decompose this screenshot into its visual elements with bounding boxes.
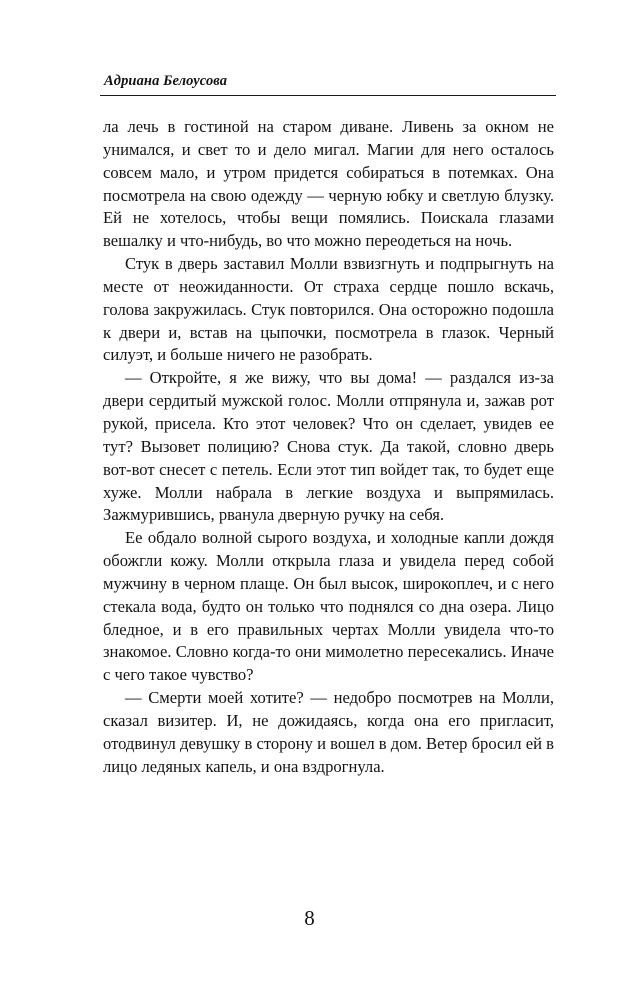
author-name: Адриана Белоусова (104, 73, 228, 89)
paragraph-2: Стук в дверь заставил Молли взвизгнуть и подпрыгнуть на месте от неожиданности. От страха сердце пошло вскачь, голова закружилась. Стук повторился. Она осторожно подошла к двери и, встав на цыпочки, посмотрела в глазок. Черный силуэт, и больше ничего не разобрать. (103, 254, 554, 365)
paragraph-5: — Смерти моей хотите? — недобро посмотрев на Молли, сказал визитер. И, не дожидаясь, когда она его пригласит, отодвинул девушку в сторону и вошел в дом. Ветер бросил ей в лицо ледяных капель, и она вздрогнула. (103, 688, 554, 776)
header-rule (100, 95, 556, 96)
paragraph-1: ла лечь в гостиной на старом диване. Ливень за окном не унимался, и свет то и дело мигал. Магии для него осталось совсем мало, и утром придется собираться в потемках. Она посмотрела на свою одежду — черную юбку и светлую блузку. Ей не хотелось, чтобы вещи помялись. Поискала глазами вешалку и что-нибудь, во что можно переодеться на ночь. (103, 117, 554, 251)
body-text (103, 116, 554, 778)
running-header (100, 72, 556, 96)
page-number: 8 (304, 906, 315, 930)
paragraph-3: — Откройте, я же вижу, что вы дома! — раздался из-за двери сердитый мужской голос. Молли отпрянула и, зажав рот рукой, присела. Кто этот человек? Что он сделает, увидев ее тут? Вызовет полицию? Снова стук. Да такой, словно дверь вот-вот снесет с петель. Если этот тип войдет так, то будет еще хуже. Молли набрала в легкие воздуха и выпрямилась. Зажмурившись, рванула дверную ручку на себя. (103, 368, 554, 525)
paragraph-4: Ее обдало волной сырого воздуха, и холодные капли дождя обожгли кожу. Молли открыла глаза и увидела перед собой мужчину в черном плаще. Он был высок, широкоплеч, и с него стекала вода, будто он только что поднялся со дна озера. Лицо бледное, и в его правильных чертах Молли увидела что-то знакомое. Словно когда-то они мимолетно пересекались. Иначе с чего такое чувство? (103, 528, 554, 685)
